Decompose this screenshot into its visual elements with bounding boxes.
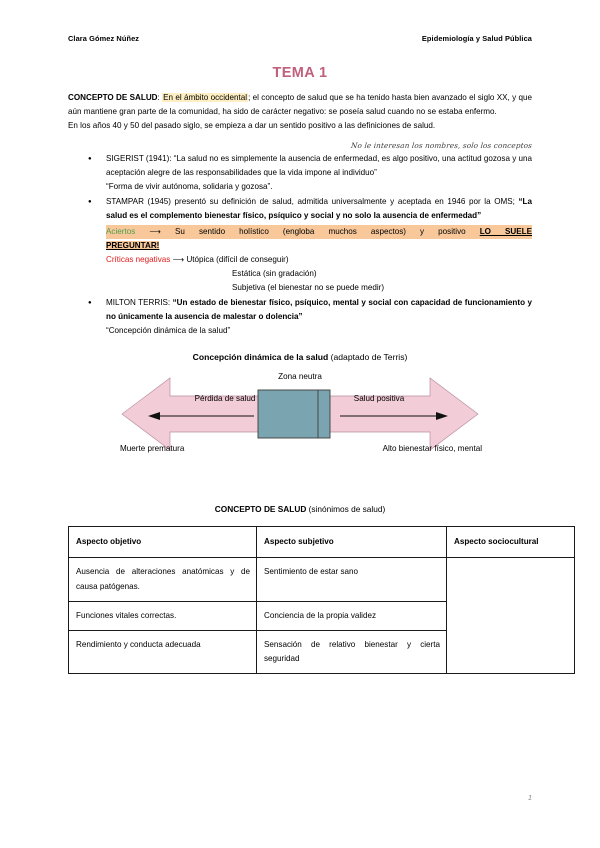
cell-subjetivo-2: Sensación de relativo bienestar y cierta seguridad <box>257 631 447 674</box>
figure-right-end-label: Alto bienestar físico, mental <box>382 444 482 454</box>
intro-colon: : <box>157 93 160 102</box>
handwritten-note: No le interesan los nombres, solo los conceptos <box>350 140 533 150</box>
table-caption-bold: CONCEPTO DE SALUD <box>214 504 307 515</box>
cell-subjetivo-0: Sentimiento de estar sano <box>257 558 447 601</box>
header-course: Epidemiología y Salud Pública <box>421 34 532 43</box>
intro-second-line: En los años 40 y 50 del pasado siglo, se empieza a dar un sentido positivo a las definiciones de salud. <box>68 121 436 131</box>
running-header <box>68 34 532 43</box>
stampar-quote: “La salud es el complemento bienestar físico, psíquico y social y no solo la ausencia de enfermedad” <box>106 197 532 221</box>
intro-heading: CONCEPTO DE SALUD <box>68 93 158 102</box>
milton-text <box>106 296 532 324</box>
cell-objetivo-2: Rendimiento y conducta adecuada <box>69 631 257 674</box>
stampar-text <box>106 195 532 223</box>
milton-quote: “Un estado de bienestar físico, psíquico, mental y social con capacidad de funcionamiento y no únicamente la ausencia de malestar o dolencia” <box>106 297 533 321</box>
intro-rest: ; el concepto de salud que se ha tenido hasta bien avanzado el siglo XX, y que aún mantiene gran parte de la comunidad, ha sido de carácter negativo: se poseía salud cuando no se estaba enfermo. <box>68 93 533 117</box>
figure-left-label: Pérdida de salud <box>194 394 256 404</box>
stampar-lead: STAMPAR (1945) presentó su definición de salud, admitida universalmente y aceptada en 1946 por la OMS; <box>106 197 519 207</box>
table-head <box>69 527 575 558</box>
page-title: TEMA 1 <box>272 65 328 81</box>
aciertos-emphasis-inline: LO SUELE <box>479 226 532 236</box>
list-item-stampar <box>68 195 532 223</box>
criticas-item-2-row <box>106 281 532 295</box>
aciertos-arrow: ⟶ <box>149 226 161 236</box>
page-number: 1 <box>527 793 532 802</box>
figure-caption-rest: (adaptado de Terris) <box>328 352 408 363</box>
table-caption <box>68 504 532 514</box>
cell-sociocultural-merged <box>447 558 575 674</box>
cell-objetivo-0: Ausencia de alteraciones anatómicas y de causa patógenas. <box>69 558 257 601</box>
criticas-item-1: Estática (sin gradación) <box>232 269 317 279</box>
list-item-sigerist <box>68 152 532 195</box>
intro-highlight: En el ámbito occidental <box>163 93 248 102</box>
sinonimos-table <box>68 526 575 674</box>
milton-prefix: MILTON TERRIS: <box>106 297 173 307</box>
table-body <box>69 558 575 674</box>
cell-objetivo-1: Funciones vitales correctas. <box>69 601 257 630</box>
sigerist-text: ● SIGERIST (1941): “La salud no es simplemente la ausencia de enfermedad, es algo positivo, una actitud gozosa y una aceptación alegre de las responsabilidades que la vida impone al individuo” <box>106 153 532 177</box>
list-item-milton-terris <box>68 296 532 339</box>
aciertos-line <box>106 225 532 239</box>
milton-extra: “Concepción dinámica de la salud” <box>106 326 231 336</box>
aciertos-text: Su sentido holístico (engloba muchos aspectos) y positivo <box>160 226 480 236</box>
table-caption-rest: (sinónimos de salud) <box>306 504 386 515</box>
figure-zona-neutra-label: Zona neutra <box>278 372 322 382</box>
figure-concepcion-dinamica <box>68 352 532 464</box>
table-header-objetivo: Aspecto objetivo <box>69 527 257 558</box>
criticas-arrow: ⟶ <box>172 255 185 265</box>
page-content <box>68 34 539 674</box>
table-header-row <box>69 527 575 558</box>
figure-left-end-label: Muerte prematura <box>120 444 185 454</box>
figure-stage <box>118 368 482 458</box>
table-header-sociocultural: Aspecto sociocultural <box>447 527 575 558</box>
intro-paragraph <box>68 91 532 119</box>
figure-caption <box>68 352 532 362</box>
sigerist-extra: “Forma de vivir autónoma, solidaria y gozosa”. <box>106 182 273 192</box>
figure-caption-bold: Concepción dinámica de la salud <box>192 352 329 363</box>
figure-right-label: Salud positiva <box>353 394 405 404</box>
aciertos-label: Aciertos <box>106 226 136 236</box>
criticas-item-0: Utópica (difícil de conseguir) <box>186 255 289 265</box>
aciertos-block <box>68 225 532 296</box>
criticas-label: Críticas negativas <box>106 255 171 265</box>
definitions-list <box>68 152 532 224</box>
criticas-item-1-row <box>106 267 532 281</box>
cell-subjetivo-1: Conciencia de la propia validez <box>257 601 447 630</box>
table-header-subjetivo: Aspecto subjetivo <box>257 527 447 558</box>
criticas-item-2: Subjetiva (el bienestar no se puede medir) <box>232 283 385 293</box>
aciertos-emphasis: PREGUNTAR! <box>106 240 160 250</box>
header-author: Clara Gómez Núñez <box>68 34 140 43</box>
table-row <box>69 558 575 601</box>
criticas-line <box>106 253 532 267</box>
definitions-list-cont <box>68 296 532 339</box>
